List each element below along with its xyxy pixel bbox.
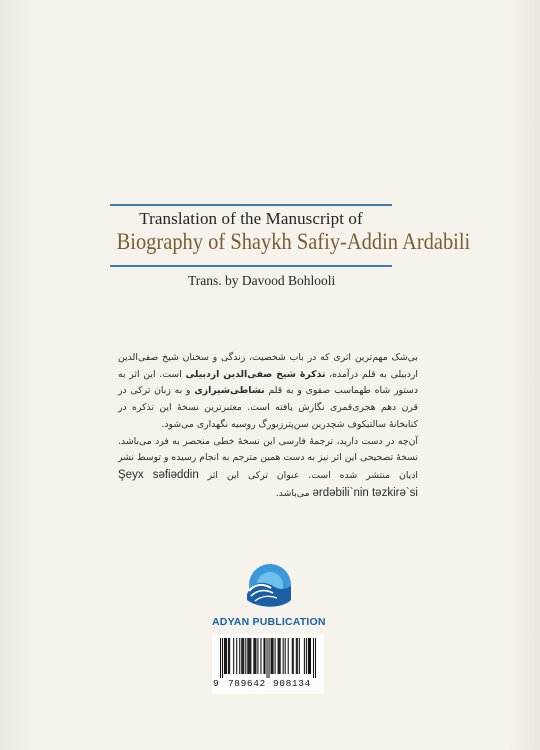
barcode-bar [283, 638, 284, 674]
title-line-2: Biography of Shaykh Safiy-Addin Ardabili [116, 229, 471, 254]
barcode-bar [253, 638, 254, 674]
barcode-bar [288, 638, 289, 674]
description-paragraph-1 [118, 350, 418, 434]
barcode-bar [296, 638, 297, 674]
barcode-bar [260, 638, 261, 674]
description-text [118, 350, 418, 502]
adyan-wave-logo-icon [243, 560, 293, 612]
barcode-bar [254, 638, 255, 674]
p1-part2: است. این اثر به دستور شاه طهماسب صفوی و به قلم [118, 368, 418, 397]
barcode-bar [266, 638, 267, 678]
barcode-first-digit: 9 [213, 678, 219, 689]
barcode-bar [239, 638, 240, 674]
barcode-bar [279, 638, 280, 674]
barcode-bar [241, 638, 242, 674]
barcode-bar [242, 638, 243, 674]
barcode-bar [243, 638, 244, 674]
barcode-bar [226, 638, 227, 674]
barcode-bar [309, 638, 310, 674]
publisher-name: ADYAN PUBLICATION [212, 616, 326, 628]
barcode-bar [233, 638, 234, 674]
barcode-bar [229, 638, 230, 674]
barcode-bar [297, 638, 298, 674]
barcode-bar [280, 638, 281, 674]
barcode-bar [236, 638, 237, 674]
barcode-bar [257, 638, 258, 674]
barcode-bar [248, 638, 249, 674]
p1-part3: و به زبان ترکی در قرن دهم هجری‌قمری نگارش یافته است. معتبرترین نسخهٔ این تذکره در کتابخانهٔ سالتیکوف شچدرین سن‌پترزبورگ روسیه نگهداری می‌شود. [118, 385, 418, 430]
barcode-bars [220, 638, 316, 678]
barcode-right-group: 908134 [273, 678, 311, 689]
barcode-bar [299, 638, 300, 674]
barcode-bar [250, 638, 251, 674]
barcode-bar [225, 638, 226, 674]
barcode-bar [293, 638, 294, 674]
barcode-bar [247, 638, 248, 674]
turkish-title: Şeyx səfiəddin ərdəbili`nin təzkirə`si [118, 468, 418, 499]
barcode-bar [271, 638, 272, 674]
bottom-divider [110, 265, 392, 267]
barcode-bar [292, 638, 293, 674]
barcode-bar [263, 638, 264, 674]
barcode-bar [272, 638, 273, 674]
barcode-bar [285, 638, 286, 674]
barcode-bar [306, 638, 307, 674]
barcode-bar [310, 638, 311, 674]
barcode-bar [315, 638, 316, 678]
p1-part1: بی‌شک مهم‌ترین اثری که در باب شخصیت، زندگی و سخنان شیخ صفی‌الدین اردبیلی به قلم درآمده، [118, 352, 418, 380]
barcode-bar [313, 638, 314, 678]
barcode-bar [273, 638, 274, 674]
barcode-bar [220, 638, 221, 678]
barcode-bar [308, 638, 309, 674]
barcode-bar [228, 638, 229, 674]
p2-part2: می‌باشد. [275, 487, 313, 499]
barcode-bar [255, 638, 256, 674]
book-title-bold: تذکرهٔ شیخ صفی‌الدین اردبیلی [185, 368, 326, 380]
description-paragraph-2 [118, 434, 418, 503]
barcode-bar [304, 638, 305, 674]
barcode-bar [249, 638, 250, 674]
p2-part1: آن‌چه در دست دارید، ترجمهٔ فارسی این نسخهٔ خطی منحصر به فرد می‌باشد. نسخهٔ تصحیحی این اثر نیز به دست همین مترجم به انجام رسیده و توسط نشر ادیان منتشر شده است. عنوان ترکی این اثر [118, 435, 418, 481]
top-divider [110, 204, 392, 206]
barcode-bar [224, 638, 225, 674]
barcode-bar [275, 638, 276, 674]
translator-credit: Trans. by Davood Bohlooli [188, 273, 336, 288]
author-name-bold: نشاطی‌شیرازی [194, 385, 265, 397]
barcode-bar [245, 638, 246, 674]
barcode-bar [278, 638, 279, 674]
barcode-left-group: 789642 [228, 678, 266, 689]
isbn-barcode [212, 634, 324, 694]
barcode-bar [222, 638, 223, 678]
barcode-bar [269, 638, 270, 678]
title-line-1: Translation of the Manuscript of [139, 209, 363, 228]
barcode-bar [264, 638, 265, 674]
